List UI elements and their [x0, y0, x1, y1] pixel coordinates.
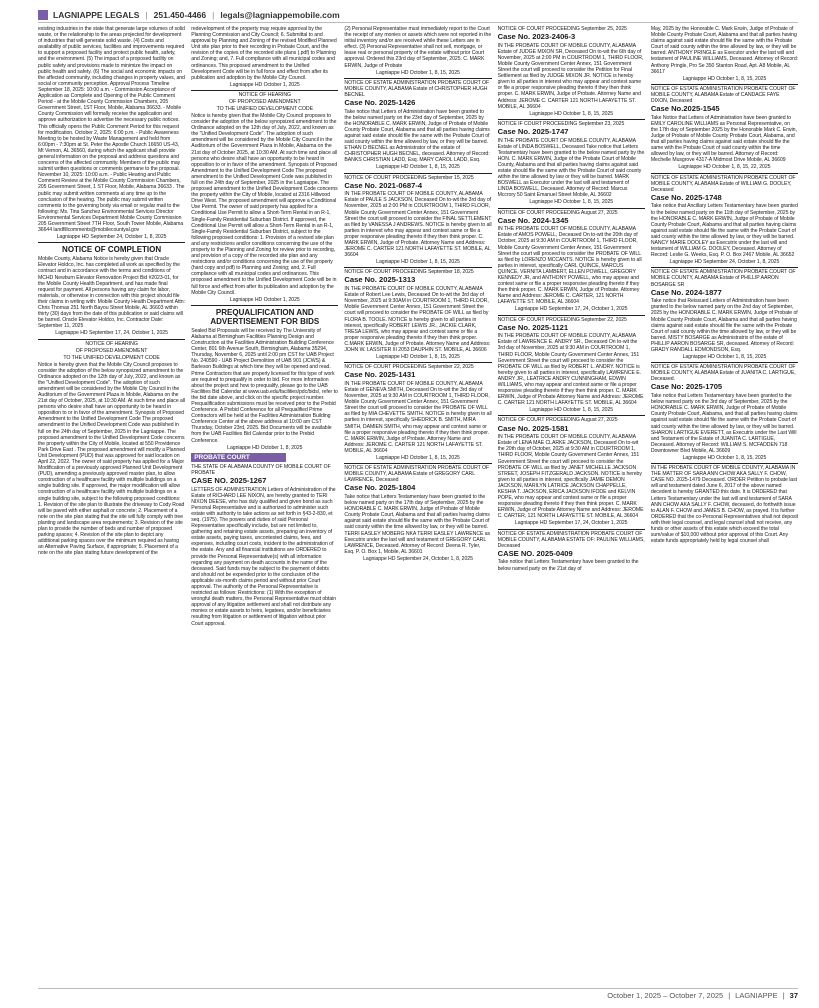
case-number: Case No. 2025-1121 [497, 322, 569, 332]
section-title: LAGNIAPPE LEGALS [53, 10, 140, 20]
notice-text: NOTICE OF ESTATE ADMINISTRATION PROBATE COURT OF MOBILE COUNTY, ALABAMA Estate of GREGORY CARL LAWRENCE, Deceased [344, 465, 490, 484]
notice-text: NOTICE OF ESTATE ADMINISTRATION PROBATE COURT OF MOBILE COUNTY, ALABAMA Estate of JUANITA C. LARTIGUE, Deceased. [650, 364, 796, 383]
page-footer [38, 988, 798, 1001]
notice-text: IN THE PROBATE COURT OF MOBILE COUNTY, ALABAMA Estate of LENA MAE CLARKE JACKSON, Deceased On to-wit the 20th day of October, 2025 at 9:30 AM in COURTROOM 1, THIRD FLOOR, Mobile County Government Center Annex, 151 Government Street the court will proceed to consider the PROBATE OF WILL as filed by JANET MICHELLE JACKSON STREET, JOSEPH FITZGERALD JACKSON. NOTICE is hereby given to all parties in interest, specifically JAMIE DEMON JACKSON, MARILYN LATRICE JACKSON CHAPPELLE, KESHIA T. JACKSON, ERICA JACKSON IFODE and KELVIN POPE, who may appear and contest same or file a proper responsive pleading thereto if they then think proper. C. MARK ERWIN, Judge of Probate Attorney Name and Address: JEROME C. CARTER, 121 NORTH LAFAYETTE ST. MOBILE, AL 36604 [497, 434, 644, 520]
column-1 [38, 26, 185, 984]
notice-text: THE STATE OF ALABAMA COUNTY OF MOBILE COURT OF PROBATE [191, 463, 331, 476]
header-email[interactable]: legals@lagniappemobile.com [220, 10, 340, 20]
notice-text: NOTICE OF COURT PROCEEDING September 15, 2025 [344, 174, 474, 181]
notice-signature: Lagniappe HD September 17, 24, October 1, 2025 [38, 330, 185, 339]
header-divider: | [145, 10, 148, 20]
notice-signature: Lagniappe HD September 24, October 1, 8, 2025 [363, 555, 473, 562]
header-phone: 251.450-4466 [153, 10, 207, 20]
notice-text: Take notice that Letters Testamentary have been granted to the below named party on the 3rd day of September, 2025 by the HONORABLE C. MARK ERWIN, Judge of Probate of Mobile County Probate Court, Alabama, and that all parties having claims against said estate should file the same with the Probate Court of said county within the time allowed by law, or they will be barred. SHARON LARTIGUE EVERETT, as Executrix under the Last Will and Testament of the Estate of JUANITA C. LARTIGUE, Deceased. Attorney of Record: WILLIAM S. MCFADDEN 718 Downtowner Blvd Mobile, AL 36609 [650, 393, 798, 454]
notice-text: IN THE PROBATE COURT OF MOBILE COUNTY, ALABAMA Estate of LINDA BOSWELL, Deceased Take notice that Letters Testamentary have been granted to the below named party by the HON. C. MARK ERWIN, Judge of the Probate Court of Mobile County, Alabama and that all parties having claims against said estate should file the same with the Probate Court of said county within the time allowed by law or they will be barred. MARK BOSWELL as Executor under the last will and testament of LINDA BOSWELL, Deceased. Attorney of Record: Marcus Mccrory 50 Saint Emanuel Street Mobile, AL 36602 [497, 137, 645, 199]
notice-text: Notice is hereby given that the Mobile City Council proposes to consider the adoption of the below synopsized amendment to the Ordinance adopted on the 12th day of July, 2022, and known as the "Unified Development Code". The adoption of such amendment will be considered by the Mobile City Council in the Auditorium of the Government Plaza in Mobile, Alabama on the 21st day of October, 2025, at 10:30 AM. At such time and place all persons who desire shall have an opportunity to be heard in opposition to or in favor of the amendment. Synopsis of Proposed Amendment to the Unified Development Code The proposed amendment to the Unified Development Code was published in full on the 24th day of September, 2025 in the Lagniappe. The proposed amendment to the Unified Development Code concerns the property within the City of Mobile, located at 550 Providence Park Drive East . The proposed amendment will modify a Planned Unit Development (PUD) that was approved for said location on April 22, 2022. The owner of said property has applied for a Major Modification of a previously approved Planned Unit Development (PUD), amending a previously approved master plan, to allow construction of a healthcare facility with multiple buildings on a single building site. If approved, the major modification will allow construction of a healthcare facility with multiple buildings on a single building site, subject to the following proposed conditions: 1. Revision of the site plan to illustrate the driveway to Cody Road will be paved with either asphalt or concrete; 2. Placement of a note on the site plan stating that the site will fully comply with tree planting and landscape area requirements; 3. Revision of the site plan to provide the number of beds and number of proposed parking spaces; 4. Revision of the site plan to depict any additional parking spaces over the minimum required as having an Alternative Paving Surface, if appropriate; 5. Placement of a note on the site plan stating future development of the [38, 361, 186, 557]
notice-text: Take Notice that Letters of Administration have been granted to EMILY CAROLINE WILLIAMS as Personal Representative, on the 17th day of September 2025 by the Honorable Mark C. Erwin, Judge of Probate of Mobile County Probate Court, Alabama, and that all parties having claims against said estate should file the same with the Probate Court of said county within the time allowed by law, or they will be barred. Attorney of Record: Mechelle Musgrove 4317-A Midmost Drive Mobile, AL 36609 [650, 114, 797, 164]
case-number: Case No.2025-1545 [650, 104, 720, 114]
footer-dates: October 1, 2025 – October 7, 2025 [607, 990, 724, 1000]
notice-signature: Lagniappe HD September 24, October 1, 8, 2025 [38, 234, 185, 243]
notice-signature: Lagniappe HD October 1, 8, 15, 2025 [344, 70, 491, 79]
notice-text: IN THE PROBATE COURT OF MOBILE COUNTY, ALABAMA Estate of LAWRENCE E. ANDRY SR., Deceased On to-wit the 3rd day of November, 2025 at 9:30 AM in COURTROOM 1, THIRD FLOOR, Mobile County Government Center Annex, 151 Government Street the court will proceed to consider the PROBATE OF WILL as filed by ROBERT L. ANDRY. NOTICE is hereby given to all parties in interest, specifically LAWRENCE E. ANDRY JR., LEATRICE ANDRY CUNNINGHAM, EDWIN WILLIAMS, who may appear and contest same or file a proper responsive pleading thereto if they then think proper. C. MARK ERWIN, Judge of Probate Attorney Name and Address: JEROME C. CARTER 121 NORTH LAFAYETTE ST. MOBILE, AL 36604 [497, 333, 644, 407]
notice-subheading: NOTICE OF HEARING [238, 91, 292, 98]
notice-text: Take notice that Letters Testamentary have been granted to the below named party on the 17th day of September, 2025 by the HONORABLE C. MARK ERWIN, Judge of Probate of Mobile County Probate Court, Alabama and that all parties having claims against said estate should file the same with the Probate Court of said county within the time allowed by law, or they will be barred. TERRI EASLEY MOBERG NKA TERRI EASLEY LAWRENCE as Executrix under the last will and testament of GREGORY CARL LAWRENCE, Deceased. Attorney of Record: Deena R. Tyler, Esq. P. O. Box 1, Mobile, AL 36601 [344, 493, 491, 555]
notice-text: Mobile County, Alabama Notice is hereby given that Oracle Elevator Holdco, Inc. has completed all work as specified by the contract and in accordance with the terms and conditions of MCHD Newburn Elevator Renovation Project Bid #2023-01, for the Mobile County Health Department, and has made final request for payment. All persons having any claim for labor, materials, or otherwise in connection with this project should file their claims in writing with: Mobile County Health Department Attn: Chris Thomas 251 North Bayou Street Mobile, AL 36603 within thirty (30) days from the date of this publication or said claims will be barred. Oracle Elevator Holdco, Inc. Contractor Date: September 11, 2025 [38, 256, 185, 330]
column-3 [344, 26, 491, 984]
notice-signature: Lagniappe HD October 1, 8, 15, 2025 [651, 455, 798, 464]
case-number: Case No. 2021-0687-4 [344, 180, 423, 190]
case-number: Case No. 2025-1431 [344, 370, 416, 380]
notice-heading: NOTICE OF COMPLETION [62, 245, 162, 255]
case-number: Case No. 2025-1426 [344, 98, 416, 108]
notice-signature: Lagniappe HD October 1, 8, 15, 2025 [344, 259, 491, 268]
notice-text: NOTICE OF COURT PROCEEDING August 27, 2025 [497, 209, 618, 216]
notice-signature: Lagniappe HD October 1, 8, 15, 2025 [498, 199, 645, 208]
case-number: CASE NO. 2025-1267 [191, 475, 267, 485]
notice-subheading: NOTICE OF HEARING [85, 340, 138, 347]
legal-columns [38, 26, 798, 984]
notice-text: Sealed Bid Proposals will be received by The University of Alabama at Birmingham Facilities Planning Design and Construction at the Facilities Administration Building Conference Center, 801 6th Avenue South, Birmingham, Alabama 35294, Thursday, November 6, 2025 until 2:00 pm CST for UAB Project No. 240590 - UAB Project Demolition of UAB 901 (JCWS) & Barleson Buildings at which time they will be opened and read. Prime Contractors that are properly licensed for this type of work are required to prequalify in order to bid. For more information about the project and how to prequalify, please go to the UAB Facilities Bid Calendar at www.uab.edu/facilities/pdc/bids/, refer to the bid date above, and click on the specific project number. Prequalification submissions must be received prior to the Prebid Conference. A Prebid Conference for all Prequalified Prime Contractors will be held at the Facilities Administration Building Conference Center at the above address at 10:00 am CST Thursday, October 23rd, 2025. Bid Documents will be available from the UAB Facilities Bid Calendar prior to the Prebid Conference. [191, 327, 338, 444]
probate-court-banner: PROBATE COURT [191, 453, 285, 462]
column-4 [498, 26, 645, 984]
notice-text: NOTICE IF COURT PROCEEDING September 23, 2025 [497, 120, 625, 127]
notice-subheading: OF PROPOSED AMENDMENT [229, 98, 301, 105]
column-5 [651, 26, 798, 984]
case-number: Case No. 2024-1345 [497, 215, 569, 225]
case-number: Case No. 2025-1313 [344, 275, 416, 285]
column-2 [191, 26, 338, 984]
notice-text: Take notice that Reissued Letters of Administration have been granted to the below named party on the 2nd day of September, 2025 by the HONORABLE C. MARK ERWIN, Judge of Probate of Mobile County Probate Court, Alabama and that all parties having claims against said estate should file the same with the Probate Court of said county within the time allowed by law, or they will be barred. MISTY BOSARGE as Administratrix of the estate of PHILLIP AARON BOSARGE SR, deceased. Attorney of Record: GRADY RANDALL EDMONDSON, Esq. [650, 298, 798, 353]
section-marker-icon [38, 10, 48, 20]
notice-signature: Lagniappe HD October 1, 8, 2025 [227, 444, 303, 451]
notice-text: IN THE PROBATE COURT OF MOBILE COUNTY, ALABAMA Estate of JUDGE MIXON SR, Deceased On to-wit the 6th day of November, 2025 at 2:00 PM in COURTROOM 1, THIRD FLOOR, Mobile County Government Center Annex, 151 Government Street the court will proceed to consider the Petition for Final Settlement as filed by JUDGE MIXON JR. NOTICE is hereby given to all parties in interest who may appear and contest same or file a proper responsive pleading thereto if they then think proper. C. MARK ERWIN, Judge of Probate. Attorney Name and Address: JEROME C. CARTER 121 NORTH LAFAYETTE ST. MOBILE, AL 36604 [497, 42, 644, 110]
notice-signature: Lagniappe HD October 1, 2025 [191, 82, 338, 91]
notice-text: Take notice that Letters Testamentary have been granted to the below named party on the 21st day of [497, 559, 639, 572]
header-divider: | [212, 10, 215, 20]
notice-text: NOTICE OF COURT PROCEEDING September 22, 2025 [497, 316, 627, 323]
notice-text: Notice is hereby given that the Mobile City Council proposes to consider the adoption of the below synopsized amendment to the Ordinance adopted on the 12th day of July, 2022, and known as the "Unified Development Code". The adoption of such amendment will be considered by the Mobile City Council in the Auditorium of the Government Plaza in Mobile, Alabama on the 21st day of October 2025, at 10:30 AM. At such time and place all persons who desire shall have an opportunity to be heard in opposition to or in favor of the amendment. Synopsis of Proposed Amendment to the Unified Development Code The proposed amendment to the Unified Development Code was published in full on the 24th day of September, 2025 in the Lagniappe. The proposed amendment to the Unified Development Code concerns the property within the City of Mobile, located at 2316 Hillwood Drive West. The proposed amendment will approve a Conditional Use Permit. The owner of said property has applied for a Conditional Use Permit to allow a Short-Term Rental in an R-1, Single-Family Residential Suburban District. If approved, the Conditional Use Permit will allow a Short-Term Rental in an R-1, Single-Family Residential Suburban District, subject to the following proposed conditions: 1. Provision of a revised site plan and any restrictions and/or conditions concerning the use of the property to the Planning and Zoning for review prior to recording, and provision of a copy of the recorded site plan and any restrictions and/or conditions concerning the use of the property (hard copy and pdf) to Planning and Zoning; and, 2. Full compliance with all municipal codes and ordinances. This proposed amendment to the Unified Development Code will be in full force and effect from after its publication and adoption by the Mobile City Council. [191, 112, 338, 296]
notice-text: NOTICE OF ESTATE ADMINISTRATION PROBATE COURT OF MOBILE COUNTY, ALABAMA Estate of CHRISTOPHER HUGH BECNEL [344, 79, 490, 98]
case-number: Case No. 2025-1581 [497, 423, 569, 433]
page-header [38, 8, 798, 23]
notice-text: May, 2025 by the Honorable C. Mark Erwin, Judge of Probate of Mobile County Probate Court, Alabama and that all parties having claims against said estate should file the same with the Probate Court of said county within the time allowed by law, or they will be barred. ANTHONY PRINGLE as Executor under the last will and testament of PAULINE WILLIAMS, Deceased. Attorney of Record: Anthony Pringle, Pro Se 350 Stanton Road, Apt. A8 Mobile, AL 36617 [650, 26, 799, 75]
notice-text: IN THE PROBATE COURT OF MOBILE COUNTY, ALABAMA Estate of Robert Lee Lewis, Deceased On to-wit the 3rd day of November, 2025 at 9:30AM in COURTROOM 1, THIRD FLOOR, Mobile Government Center Annex, 151 Government Street the court will proceed to consider the PROBATE OF WILL as filed by FLORA B. TOOLE. NOTICE is hereby given to all parties in interest, specifically ROBERT LEWIS JR., JACKIE CLARK, TRESA LEWIS, who may appear and contest same or file a proper responsive pleading thereto if they then think proper. C.MARK ERWIN, Judge of Probate. Attorney Name and Address: JOHN W. LASSITER III 2053 DAUPHIN ST. MOBILE, AL 36606 [344, 286, 491, 353]
notice-text: Take notice that Letters of Administration have been granted to the below named party on the 23rd day of September, 2025 by the HONORABLE C. MARK ERWIN, Judge of Probate of Mobile County Probate Court, Alabama and that all parties having claims against said estate should file the same with the Probate Court of said county within the time allowed by law, or they will be barred. ETHAN D BECNEL as Administrator of the estate of CHRISTOPHER HUGH BECNEL, deceased. Attorney of Record: BANKS CHRISTIAN LADD, Esq. MARY CAROL LADD, Esq. [344, 108, 490, 164]
case-number: CASE NO. 2025-0409 [497, 548, 573, 558]
notice-signature: Lagniappe HD October 1, 8, 15, 2025 [651, 76, 798, 85]
case-number: Case No. 2023-2406-3 [497, 32, 576, 42]
notice-text: redevelopment of the property may require approval by the Planning Commission and City Council; 6. Submittal to and approval by Planning and Zoning of the revised Modified Planned Unit site plan prior to their recording in Probate Court, and the revision of the copies of the recorded site plans (.pdf) to Planning and Zoning; and, 7. Full compliance with all municipal codes and ordinances. This proposed amendment to the Unified Development Code will be in full force and effect from after its publication and adoption by the Mobile City Council. [191, 26, 337, 81]
notice-signature: Lagniappe HD September 17, 24, October 1, 2025 [498, 520, 645, 529]
footer-paper-name: LAGNIAPPE [735, 990, 778, 1000]
notice-text: existing industries in the state that generate large volumes of solid waste, or the relationship to the areas projected for development of industries that will generate solid waste. (4) Costs and availability of public services, facilities and improvements required to support a proposed facility and protect public health, safety, and the environment. (5) The impact of a proposed facility on public safety and provisions made to minimize the impact on public health and safety. (6) The social and economic impacts on the affected community, including changes in property values, and social or community perception. Approval Process Timeline September 18, 2025: 10:00 a.m. - Commission Acceptance of Application as Complete and Opening of the Public Comment Period - at the Mobile County Commission Chambers, 205 Government Street, 1ST Floor, Mobile, Alabama 36633. - Mobile County Commission will formally receive the application and approve authorization to advertise the necessary public notices. This officially opens the Public Comment Period for this request for modification. October 2, 2025: 6:00 p.m. - Public Awareness Meeting to be hosted by Waste Management and held from 6:00pm - 7:30pm at St. Peter the Apostle Church 16650 US-43, Mt Vernon, AL 36560, during which the applicant shall provide general information on the proposal and address questions and concerns of the affected community. Members of the public may submit written questions or comments germane to the proposal. November 10, 2025: 10:00 a.m. - Public Hearing and Public Comment Review at the Mobile County Commission Chambers, 205 Government Street, 1 ST Floor, Mobile, Alabama 36633 . The public may submit written comments at any time up to the conclusion of the hearing. The public may submit written comments to the governing body via email or regular mail to the following: Ms. Tina Sanchez Environmental Services Director Environmental Services Department Mobile County Commission 205 Government Street 7TH Floor, South Tower Mobile, Alabama 36644 landfillcomments@mobilecountyal.gov [38, 26, 185, 234]
notice-text: LETTERS OF ADMINISTRATION Letters of Administration of the Estate of RICHARD LEE NIXON, are hereby granted to TERI NIXON DEESE, who has duly qualified and given bond as such Personal Representative and is authorized to administer such estate with authority to take actions as set forth in §43-2-830, et seq. (1975). The powers and duties of said Personal Representative specifically include, but are not limited to, gathering and retaining estate assets, preparing an inventory of estate assets, paying taxes, uncontested claims, fees, and expenses, including court costs, incident to the administration of the estate. Any and all financial institutions are ORDERED to provide the Personal Representative(s) with all information regarding any payment on death accounts in the name of the deceased. Said funds may be subject to the payment of debts and should not be expended prior to the conclusion of the applicable six-month claims period and without prior Court approval. The authority of the Personal Representative is restricted as follows: Restrictions: (1) With the exception of wrongful death matters, the Personal Representative must obtain approval of any litigation settlement and shall not distribute any monies or estate assets to heirs, legatees, and/or beneficiaries resulting from litigation or settlement of litigation without prior Court approval. [191, 486, 337, 627]
notice-signature: Lagniappe HD October 1, 8, 15, 2025 [651, 354, 798, 363]
notice-text: IN THE PROBATE COURT OF MOBILE COUNTY, ALABAMA IN THE MATTER OF SARA ANN CHOW AKA SALLY F. CHOW, CASE NO. 2025-1479 Deceased. ORDER Petition to probate last will and testament dated June 6, 2017 of the above named decedent is hereby GRANTED this date. It is ORDERED that Letters Testamentary under the last will and testament of SARA ANN CHOW AKA SALLY F. CHOW, deceased, do forthwith issue to ALAN F. CHOW and JAMES B. CHOW, as prayed. It is further ORDERED that the co-Personal Representatives shall not deposit with their legal counsel, and legal counsel shall not receive, any funds or other assets of this estate which exceed the total sum/value of $10,000 without prior approval of this Court. Any estate funds appropriately held by legal counsel shall [650, 465, 799, 545]
notice-signature: Lagniappe HD October 1, 8, 15, 22, 2025 [651, 164, 798, 173]
case-number: Case No. 2025-1748 [650, 192, 722, 202]
notice-text: NOTICE OF COURT PROCEEDING August 27, 2025 [497, 417, 618, 424]
notice-signature: Lagniappe HD October 1, 2025 [191, 297, 338, 306]
case-number: Case No: 2025-1705 [650, 382, 723, 392]
notice-signature: Lagniappe HD September 17, 24, October 1, 2025 [498, 306, 645, 315]
notice-text: NOTICE OF ESTATE ADMINISTRATION PROBATE COURT OF MOBILE COUNTY, ALABAMA ESTATE OF: PAULINE WILLIAMS, Deceased [497, 530, 645, 549]
notice-text: IN THE PROBATE COURT OF MOBILE COUNTY, ALABAMA Estate of GENEVA SMITH, Deceased On to-wit the 3rd day of November, 2025 at 9:30 AM in COURTROOM 1, THIRD FLOOR, Mobile County Government Center Annex, 151 Government Street the court will proceed to consider the PROBATE OF WILL as filed by MIA CHEVETTE SMITH. NOTICE is hereby given to all parties in interest, specifically SHEDRICK B. SMITH, MIRA SMITH, DAMIEN SMITH, who may appear and contest same or file a proper responsive pleading thereto if they then think proper. C. MARK ERWIN, Judge of Probate. Attorney Name and Address: JEROME C. CARTER 121 NORTH LAFAYETTE ST. MOBILE, AL 36604 [344, 380, 492, 454]
notice-heading: PREQUALIFICATION AND ADVERTISEMENT FOR BIDS [210, 307, 320, 326]
notice-text: NOTICE OF COURT PROCEEDING September 25, 2025 [497, 26, 627, 32]
footer-divider: | [728, 990, 731, 1000]
notice-signature: Lagniappe HD October 1, 8, 15, 2025 [344, 354, 491, 363]
notice-text: NOTICE OF ESTATE ADMINISTRATION PROBATE COURT OF MOBILE COUNTY, ALABAMA Estate of WILLIAM G. DOOLEY, Deceased [650, 174, 796, 193]
notice-signature: Lagniappe HD October 1, 8, 15, 2025 [498, 407, 645, 416]
notice-text: NOTICE OF COURT PROCEEDING September 18, 2025 [344, 269, 474, 276]
notice-text: NOTICE OF COURT PROCEEDING September 22, 2025 [344, 364, 474, 371]
notice-signature: Lagniappe HD October 1, 8, 15, 2025 [344, 455, 491, 464]
notice-signature: Lagniappe HD October 1, 8, 15, 2025 [344, 164, 491, 173]
notice-text: (2) Personal Representative must immediately report to the Court the receipt of any monies or assets which were not reported in the initial inventory and/or are received while these Letters are in effect. (3) Personal Representative shall not sell, mortgage, or lease real or personal property of the estate without prior Court approval. Ordered this 23rd day of September, 2025. C. MARK ERWIN, Judge of Probate [344, 26, 492, 69]
notice-text: Take notice that Ancillary Letters Testamentary have been granted to the below named party on the 11th day of September, 2025 by the HONORABLE C. MARK ERWIN, Judge of Probate of Mobile County Probate Court, Alabama and that all parties having claims against said estate should file the same with the Probate Court of said county within the time allowed by law, or they will be barred. NANCY MARIE DOOLEY as Executrix under the last will and testament of WILLIAM G. DOOLEY, Deceased. Attorney of Record: Leslie G. Weeks, Esq. P. O. Box 2467 Mobile, AL 36652 [650, 203, 798, 259]
notice-text: IN THE PROBATE COURT OF MOBILE COUNTY, ALABAMA Estate of PAULE S JACKSON, Deceased On to-wit the 3rd day of November, 2025 at 2:00 PM in COURTROOM 1, THIRD FLOOR, Mobile County Government Center Annex, 151 Government Street the court will proceed to consider the FINAL SETTLEMENT as filed by VANESSA J ANDREWS. NOTICE is hereby given to all parties in interest who may appear and contest same or file a proper responsive pleading thereto if they then think proper. C. MARK ERWIN, Judge of Probate. Attorney Name and Address: JEROME C. CARTER 121 NORTH LAFAYETTE ST. MOBILE, AL 36604 [344, 191, 492, 259]
page-number: 37 [789, 990, 798, 1000]
notice-subheading: TO THE UNIFIED DEVELOPMENT CODE [216, 105, 314, 112]
case-number: Case No. 2024-1877 [650, 287, 722, 297]
notice-text: NOTICE OF ESTATE ADMINISTRATION PROBATE COURT OF MOBILE COUNTY, ALABAMA Estate of CANDACE FAYE DIXON, Deceased [650, 85, 796, 105]
notice-signature: Lagniappe HD September 24, October 1, 8, 2025 [651, 259, 798, 268]
notice-subheading: TO THE UNIFIED DEVELOPMENT CODE [63, 354, 160, 361]
case-number: Case No. 2025-1747 [497, 126, 569, 136]
notice-subheading: OF PROPOSED AMENDMENT [75, 347, 148, 354]
notice-text: NOTICE OF ESTATE ADMINISTRATION PROBATE COURT OF MOBILE COUNTY, ALABAMA Estate of PHILLIP AARON BOSARGE SR [650, 269, 796, 288]
notice-signature: Lagniappe HD October 1, 8, 15, 2025 [498, 111, 645, 120]
notice-text: IN THE PROBATE COURT OF MOBILE COUNTY, ALABAMA Estate of AMOS POWELL, Deceased On to-wit the 20th day of October, 2025 at 9:30 AM in COURTROOM 1, THIRD FLOOR, Mobile County Government Center Annex, 151 Government Street the court will proceed to consider the PROBATE OF WILL as filed by LORENZO MCCANTS. NOTICE is hereby given to all parties in interest, specifically CARL QUINCE, MARCUS QUINCE, VERNITA LAMBERT, ELLEN POWELL, GREGORY KENNEDY JR, and ANTHONY POWELL, who may appear and contest same or file a proper responsive pleading thereto if they then think proper. C. MARK ERWIN, Judge of Probate. Attorney Name and Address: JEROME C. CARTER, 121 NORTH LAFAYETTE ST. MOBILE, AL 36604 [497, 226, 642, 306]
case-number: Case No. 2025-1804 [344, 483, 416, 493]
footer-divider: | [782, 990, 785, 1000]
